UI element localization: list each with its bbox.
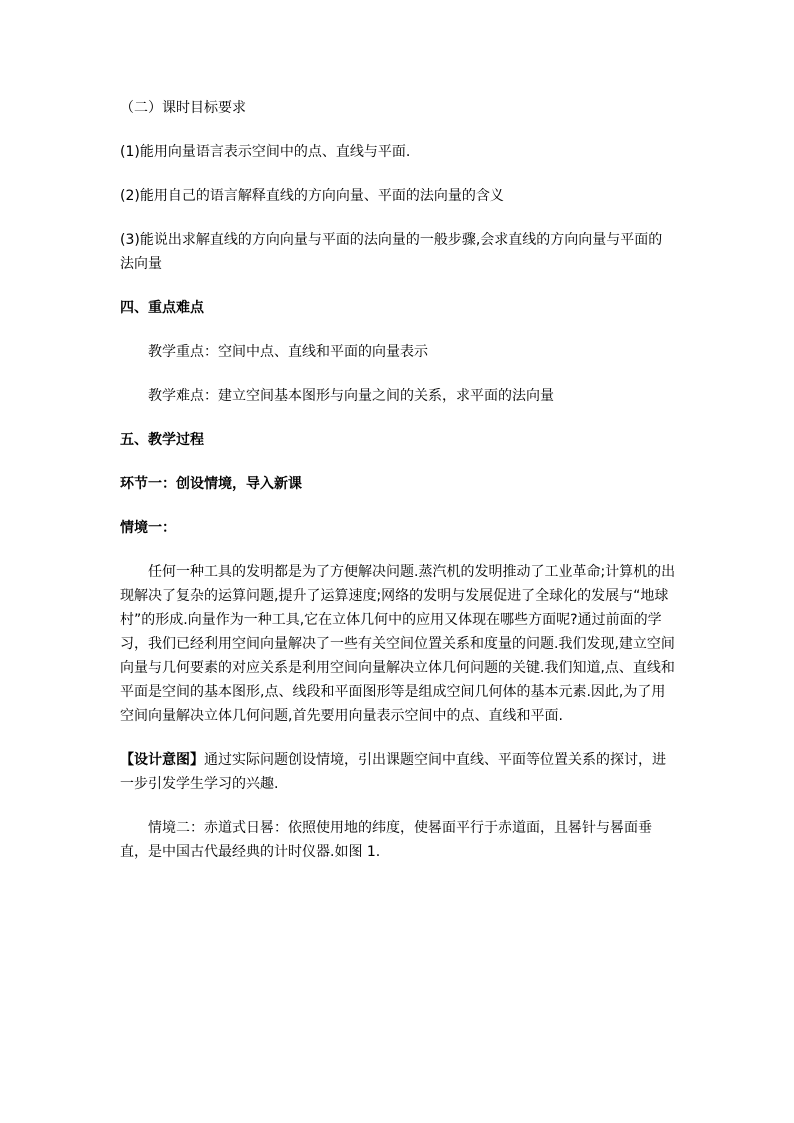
objective-item-3: (3)能说出求解直线的方向向量与平面的法向量的一般步骤,会求直线的方向向量与平面的法向量 bbox=[120, 232, 663, 272]
objective-item-1: (1)能用向量语言表示空间中的点、直线与平面. bbox=[120, 144, 411, 160]
scenario2-text: 赤道式日晷：依照使用地的纬度，使晷面平行于赤道面，且晷针与晷面垂直，是中国古代最经典的计时仪器.如图 1. bbox=[120, 820, 652, 860]
step1-title: 环节一：创设情境，导入新课 bbox=[120, 476, 302, 492]
scenario2-paragraph bbox=[120, 816, 676, 864]
scenario1-title: 情境一： bbox=[120, 520, 176, 536]
teaching-key-point: 教学重点：空间中点、直线和平面的向量表示 bbox=[148, 344, 428, 360]
teaching-difficulty: 教学难点：建立空间基本图形与向量之间的关系，求平面的法向量 bbox=[148, 388, 554, 404]
design-intent-paragraph bbox=[120, 748, 676, 796]
section-two-title: （二）课时目标要求 bbox=[120, 100, 246, 116]
objective-item-2: (2)能用自己的语言解释直线的方向向量、平面的法向量的含义 bbox=[120, 188, 504, 204]
section-five-title: 五、教学过程 bbox=[120, 432, 204, 448]
section-four-title: 四、重点难点 bbox=[120, 300, 204, 316]
design-intent-text: 通过实际问题创设情境，引出课题空间中直线、平面等位置关系的探讨，进一步引发学生学习的兴趣. bbox=[120, 752, 666, 792]
document-content bbox=[120, 96, 676, 864]
design-intent-label: 【设计意图】 bbox=[120, 752, 204, 768]
scenario1-paragraph: 任何一种工具的发明都是为了方便解决问题.蒸汽机的发明推动了工业革命;计算机的出现解决了复杂的运算问题,提升了运算速度;网络的发明与发展促进了全球化的发展与“地球村”的形成.向量作为一种工具,它在立体几何中的应用又体现在哪些方面呢?通过前面的学习，我们已经利用空间向量解决了一些有关空间位置关系和度量的问题.我们发现,建立空间向量与几何要素的对应关系是利用空间向量解决立体几何问题的关键.我们知道,点、直线和平面是空间的基本图形,点、线段和平面图形等是组成空间几何体的基本元素.因此,为了用空间向量解决立体几何问题,首先要用向量表示空间中的点、直线和平面. bbox=[120, 564, 676, 724]
scenario2-label: 情境二： bbox=[148, 820, 204, 836]
